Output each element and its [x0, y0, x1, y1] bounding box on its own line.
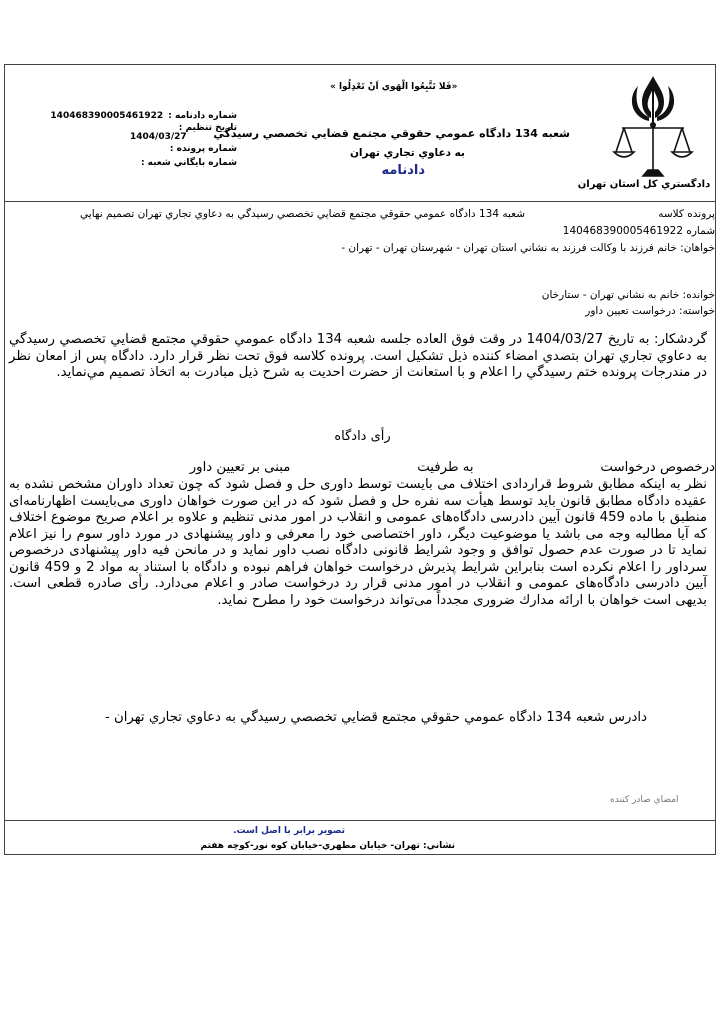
verdict-title: دادنامه: [381, 163, 425, 178]
file-desc: شعبه 134 دادگاه عمومي حقوقي مجتمع قضايي تخصصي رسيدگي به دعاوي تجاري تهران تصميم نهايي: [80, 208, 525, 220]
verdict-number: 140468390005461922: [50, 111, 164, 121]
iran-emblem-icon: [608, 72, 698, 184]
case-number-row: [563, 225, 715, 237]
vote-title: رأی دادگاه: [334, 429, 391, 444]
court-name: دادگستري كل استان تهران: [577, 179, 711, 190]
case-number-label: شماره: [686, 225, 715, 237]
archive-number-row: [141, 150, 237, 169]
case-number: 140468390005461922: [562, 225, 684, 237]
judge-line: دادرس شعبه 134 دادگاه عمومي حقوقي مجتمع قضايي تخصصي رسيدگي به دعاوي تجاري تهران -: [104, 710, 647, 725]
copy-note: تصوير برابر با اصل است.: [233, 826, 345, 836]
verdict-number-label: شماره دادنامه :: [168, 111, 237, 121]
plaintiffs: خواهان: خانم فرزند با وكالت فرزند به نشاني استان تهران - شهرستان تهران - تهران -: [341, 242, 715, 254]
divider: [4, 820, 716, 821]
defendant: خوانده: خانم به نشاني تهران - ستارخان: [541, 289, 715, 301]
vote-body: نظر به اينكه مطابق شروط قراردادی اختلاف می بايست توسط داوری حل و فصل شود كه چون تعداد داوران مشخص نشده به عقيده دادگاه مطابق قانون بايد توسط هيأت سه نفره حل و فصل شود كه در اين صورت خواهان داوری می‌بايست اظهارنامه‌ای منطبق با ماده 459 قانون آيين دادرسی دادگاه‌های عمومی و انقلاب در امور مدنی تنظيم و علاوه بر اعلام صريح موضوع اختلاف كه آيا مطالبه وجه می باشد يا موضوعيت ديگر، داور اختصاصی خود را معرفی و داور پيشنهادی در مورد داور سوم را نيز اعلام نمايد تا در صورت عدم حصول توافق و وجود شرايط قانونی دادگاه نصب داور نمايد و در مانحن فيه داور پيشنهادی درخصوص سرداور را اعلام نكرده است بنابراين شرايط پذيرش درخواست خواهان فراهم نبوده و دادگاه با استناد به مواد 2 و 459 قانون آيين دادرسی دادگاه‌های عمومی و انقلاب در امور مدنی قرار رد درخواست صادر و اعلام می‌دارد. رأی صادره قطعی است. بديهی است خواهان با ارائه مدارك ضروری مجدداً می‌تواند درخواست خود را مطرح نمايد.: [9, 477, 707, 608]
vote-first-line: درخصوص درخواست به طرفيت مبنی بر تعيين داور: [189, 460, 715, 475]
report-paragraph: گردشكار: به تاريخ 1404/03/27 در وقت فوق العاده جلسه شعبه 134 دادگاه عمومي حقوقي مجتمع قضايي تخصصي رسيدگي به دعاوي تجاري تهران بتصدي امضاء كننده ذيل تشكيل است. پرونده كلاسه فوق تحت نظر قرار دارد. دادگاه پس از امعان نظر در مندرجات پرونده ختم رسيدگي را اعلام و با استعانت از حضرت احديت به شرح ذيل مبادرت به اتخاذ تصميم مي‌نمايد.: [9, 332, 707, 380]
file-label: پرونده كلاسه: [658, 208, 715, 220]
date-value: 1404/03/27: [130, 132, 187, 142]
quran-verse: «فَلا تَتَّبِعُوا الْهَوي اَنْ تَعْدِلُوا »: [330, 82, 458, 92]
claim-title: به دعاوي تجاري تهران: [349, 147, 465, 159]
date-row: [179, 115, 237, 134]
date-label: تاريخ تنظيم :: [178, 123, 237, 133]
archive-number-label: شماره بايگاني شعبه :: [140, 158, 237, 168]
address: نشاني: تهران- خيابان مطهري-خيابان كوه نور-كوچه هفتم: [200, 841, 455, 851]
signature-label: امضاي صادر كننده: [610, 795, 679, 805]
request: خواسته: درخواست تعيين داور: [585, 305, 715, 317]
divider: [4, 201, 716, 202]
file-number-label: شماره پرونده :: [169, 144, 237, 154]
branch-title: شعبه 134 دادگاه عمومي حقوقي مجتمع قضايي تخصصي رسيدگي: [213, 127, 570, 140]
